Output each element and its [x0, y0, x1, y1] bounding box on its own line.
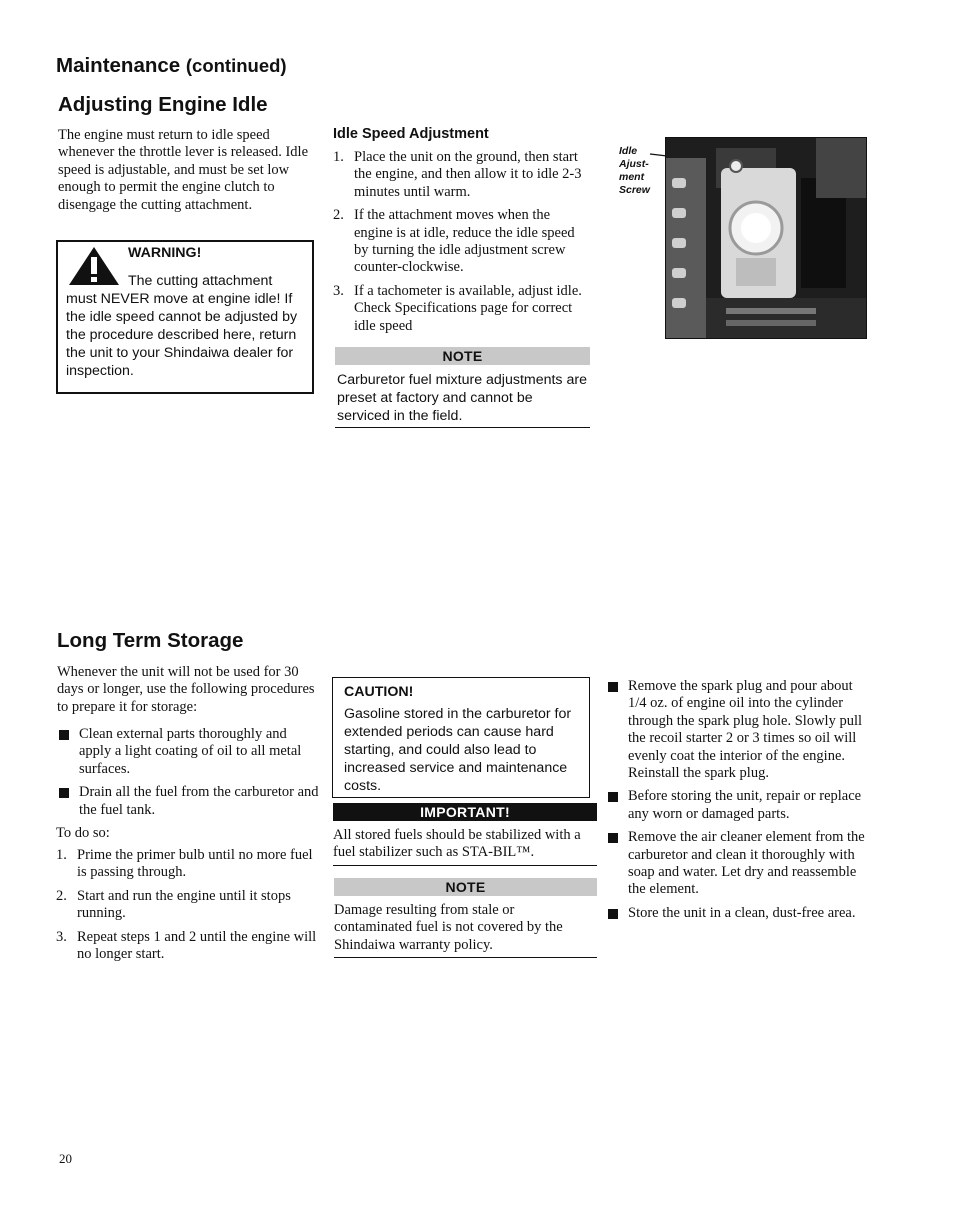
carburetor-photo: [665, 137, 867, 339]
list-item: 1. Place the unit on the ground, then start the engine, and then allow it to idle 2-3 minutes until warm.: [333, 149, 582, 200]
page-section-title: [56, 54, 287, 78]
list-item: 2. If the attachment moves when the engine is at idle, reduce the idle speed by turning the idle adjustment screw counter-clockwise.: [333, 207, 575, 276]
to-do-so-label: To do so:: [56, 825, 110, 841]
idle-note: [335, 347, 590, 428]
list-item: Before storing the unit, repair or replace any worn or damaged parts.: [606, 788, 868, 823]
caution-box: [332, 677, 590, 798]
important-section: [333, 803, 597, 866]
section-continued: (continued): [185, 55, 287, 76]
bullet-square-icon: [59, 788, 69, 798]
list-item: 3. If a tachometer is available, adjust idle. Check Specifications page for correct idle speed: [333, 282, 582, 334]
idle-intro: The engine must return to idle speed whenever the throttle lever is released. Idle speed is adjustable, and must be set low enough to permit the engine clutch to disengage the cutting attachment.: [58, 127, 309, 213]
note-label: NOTE: [335, 347, 590, 365]
idle-subheading: Idle Speed Adjustment: [333, 126, 489, 142]
list-item: Clean external parts thoroughly and apply a light coating of oil to all metal surfaces.: [57, 726, 319, 778]
list-item: Drain all the fuel from the carburetor and the fuel tank.: [57, 784, 319, 819]
idle-heading: Adjusting Engine Idle: [58, 93, 268, 116]
warning-title: WARNING!: [128, 245, 202, 261]
storage-heading: Long Term Storage: [57, 629, 244, 652]
warning-text: The cutting attachment must NEVER move at engine idle! If the idle speed cannot be adjusted by the procedure described here, return the unit to your Shindaiwa dealer for inspection.: [66, 273, 298, 379]
storage-note: [334, 878, 597, 958]
caution-text: Gasoline stored in the carburetor for extended periods can cause hard starting, and could also lead to increased service and maintenance costs.: [344, 706, 572, 794]
list-item: Remove the spark plug and pour about 1/4 oz. of engine oil into the cylinder through the spark plug hole. Slowly pull the recoil starter 2 or 3 times so oil will evenly coat the interior of the engine. Reinstall the spark plug.: [606, 678, 868, 782]
list-item: 2. Start and run the engine until it stops running.: [56, 887, 291, 922]
list-item: 1. Prime the primer bulb until no more fuel is passing through.: [56, 847, 313, 881]
important-label: IMPORTANT!: [333, 803, 597, 821]
list-item: Remove the air cleaner element from the carburetor and clean it thoroughly with soap and water. Let dry and reassemble the element.: [606, 829, 868, 899]
warning-box: [56, 240, 314, 394]
list-item: Store the unit in a clean, dust-free area.: [606, 905, 868, 922]
caution-title: CAUTION!: [344, 684, 414, 700]
note-text: Damage resulting from stale or contaminated fuel is not covered by the Shindaiwa warranty policy.: [334, 896, 597, 958]
storage-intro: Whenever the unit will not be used for 30 days or longer, use the following procedures to prepare it for storage:: [57, 664, 315, 715]
note-label: NOTE: [334, 878, 597, 896]
page-number: 20: [59, 1151, 72, 1166]
idle-steps-list: [333, 149, 591, 341]
bullet-square-icon: [608, 792, 618, 802]
list-item: 3. Repeat steps 1 and 2 until the engine will no longer start.: [56, 928, 317, 963]
bullet-square-icon: [608, 682, 618, 692]
bullet-square-icon: [608, 833, 618, 843]
note-text: Carburetor fuel mixture adjustments are preset at factory and cannot be serviced in the field.: [335, 365, 590, 428]
storage-bullets-left: [57, 726, 319, 825]
photo-callout: Idle Ajust- ment Screw: [619, 145, 650, 196]
section-title: Maintenance: [56, 54, 181, 77]
bullet-square-icon: [608, 909, 618, 919]
storage-bullets-right: [606, 678, 868, 928]
bullet-square-icon: [59, 730, 69, 740]
carburetor-image: [666, 138, 866, 338]
important-text: All stored fuels should be stabilized with a fuel stabilizer such as STA-BIL™.: [333, 821, 597, 866]
storage-steps-list: [56, 847, 318, 969]
